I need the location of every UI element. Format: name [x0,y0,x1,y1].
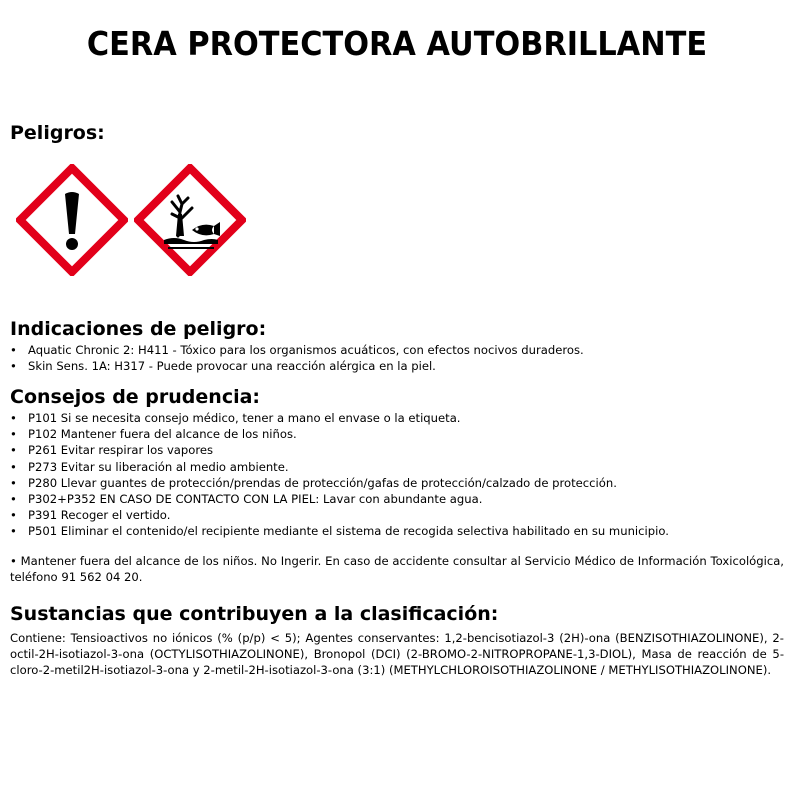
list-item: • Aquatic Chronic 2: H411 - Tóxico para los organismos acuáticos, con efectos nocivos duraderos. [10,342,784,358]
list-item: • P280 Llevar guantes de protección/prendas de protección/gafas de protección/calzado de protección. [10,475,784,491]
safety-note: • Mantener fuera del alcance de los niños. No Ingerir. En caso de accidente consultar al Servicio Médico de Información Toxicológica, teléfono 91 562 04 20. [10,554,784,585]
list-item: • P101 Si se necesita consejo médico, tener a mano el envase o la etiqueta. [10,410,784,426]
substances-heading: Sustancias que contribuyen a la clasificación: [10,603,499,625]
list-item: • P273 Evitar su liberación al medio ambiente. [10,459,784,475]
list-item: • P302+P352 EN CASO DE CONTACTO CON LA PIEL: Lavar con abundante agua. [10,491,784,507]
hazards-heading: Peligros: [10,122,105,144]
substances-text: Contiene: Tensioactivos no iónicos (% (p/p) < 5); Agentes conservantes: 1,2-bencisotiazol-3 (2H)-ona (BENZISOTHIAZOLINONE), 2-octil-2H-isotiazol-3-ona (OCTYLISOTHIAZOLINONE), Bronopol (DCI) (2-BROMO-2-NITROPROPANE-1,3-DIOL), Masa de reacción de 5-cloro-2-metil2H-isotiazol-3-ona y 2-metil-2H-isotiazol-3-ona (3:1) (METHYLCHLOROISOTHIAZOLINONE / METHYLISOTHIAZOLINONE). [10,631,784,678]
list-item: • P102 Mantener fuera del alcance de los niños. [10,426,784,442]
hazard-statements-heading: Indicaciones de peligro: [10,318,267,340]
environment-icon [134,164,246,276]
list-item: • P501 Eliminar el contenido/el recipiente mediante el sistema de recogida selectiva habilitado en su municipio. [10,523,784,539]
precautionary-statements-list [10,410,784,540]
precautionary-statements-heading: Consejos de prudencia: [10,386,261,408]
list-item: • Skin Sens. 1A: H317 - Puede provocar una reacción alérgica en la piel. [10,358,784,374]
exclamation-mark-icon [16,164,128,276]
hazard-statements-list [10,342,784,374]
list-item: • P261 Evitar respirar los vapores [10,442,784,458]
document-title: CERA PROTECTORA AUTOBRILLANTE [86,24,708,63]
list-item: • P391 Recoger el vertido. [10,507,784,523]
